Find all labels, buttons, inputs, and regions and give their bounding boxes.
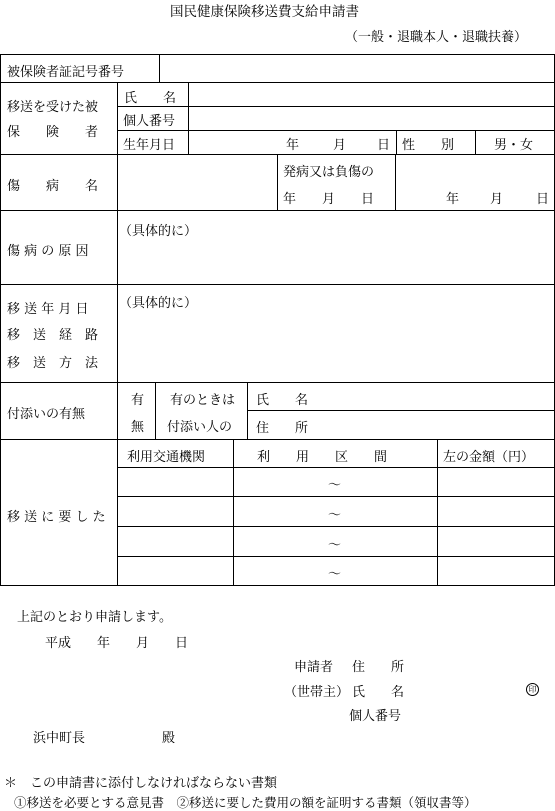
birth-year-label: 年 bbox=[286, 138, 300, 153]
birth-day-label: 日 bbox=[377, 138, 391, 153]
cause-label: 傷 病 の 原 因 bbox=[7, 244, 89, 259]
applicant-personal-number-label: 個人番号 bbox=[349, 709, 402, 724]
attendant-when-label-1: 有のときは bbox=[170, 393, 236, 408]
notes-items: ①移送を必要とする意見書 ②移送に要した費用の額を証明する書類（領収書等） bbox=[14, 795, 477, 810]
applicant-name-label: 氏 名 bbox=[352, 685, 405, 700]
attendant-no-option[interactable]: 無 bbox=[131, 420, 145, 435]
onset-label-2: 年 月 日 bbox=[283, 192, 375, 207]
applicant-address-label: 住 所 bbox=[352, 660, 405, 675]
cause-field[interactable] bbox=[120, 236, 552, 282]
onset-year-label: 年 bbox=[446, 192, 460, 207]
name-field[interactable] bbox=[190, 84, 552, 104]
expense-row-2-section[interactable]: ～ bbox=[328, 508, 342, 523]
attendant-address-field[interactable] bbox=[330, 412, 552, 437]
page-subtitle: （一般・退職本人・退職扶養） bbox=[345, 30, 528, 45]
transport-route-label: 移 送 経 路 bbox=[7, 328, 99, 343]
application-date[interactable]: 平成 年 月 日 bbox=[45, 636, 189, 651]
disease-name-label: 傷 病 名 bbox=[7, 179, 99, 194]
transport-field[interactable] bbox=[120, 310, 552, 380]
birthdate-label: 生年月日 bbox=[123, 138, 176, 153]
transport-specifically-note: （具体的に） bbox=[119, 296, 198, 311]
expense-label: 移 送 に 要 し た bbox=[7, 510, 106, 525]
cause-specifically-note: （具体的に） bbox=[119, 224, 198, 239]
onset-month-label: 月 bbox=[490, 192, 504, 207]
personal-number-field[interactable] bbox=[190, 108, 552, 128]
honorific-label: 殿 bbox=[162, 731, 176, 746]
insurance-number-label: 被保険者証記号番号 bbox=[7, 65, 125, 80]
page-title: 国民健康保険移送費支給申請書 bbox=[170, 4, 359, 20]
insured-person-label-1: 移送を受けた被 bbox=[7, 100, 99, 115]
householder-label: （世帯主） bbox=[284, 685, 350, 700]
expense-row-3-section[interactable]: ～ bbox=[328, 538, 342, 553]
expense-row-4-section[interactable]: ～ bbox=[328, 567, 342, 582]
attendant-address-label: 住 所 bbox=[256, 421, 309, 436]
expense-col-section: 利 用 区 間 bbox=[257, 450, 388, 465]
application-statement: 上記のとおり申請します。 bbox=[17, 610, 172, 625]
sex-value[interactable]: 男・女 bbox=[494, 138, 534, 153]
birth-month-label: 月 bbox=[333, 138, 347, 153]
seal-icon: 印 bbox=[526, 681, 539, 696]
notes-heading: ＊ この申請書に添付しなければならない書類 bbox=[4, 776, 278, 791]
recipient-label: 浜中町長 bbox=[33, 731, 86, 746]
expense-col-amount: 左の金額（円） bbox=[443, 450, 535, 465]
insured-person-label-2: 保 険 者 bbox=[7, 125, 99, 140]
name-label: 氏 名 bbox=[124, 91, 177, 106]
attendant-label: 付添いの有無 bbox=[7, 407, 86, 422]
onset-day-label: 日 bbox=[536, 192, 550, 207]
attendant-name-field[interactable] bbox=[330, 384, 552, 408]
insurance-number-field[interactable] bbox=[162, 56, 552, 80]
expense-row-1-section[interactable]: ～ bbox=[328, 478, 342, 493]
attendant-name-label: 氏 名 bbox=[256, 393, 309, 408]
attendant-yes-option[interactable]: 有 bbox=[131, 393, 145, 408]
personal-number-label: 個人番号 bbox=[123, 114, 176, 129]
applicant-label: 申請者 bbox=[294, 660, 334, 675]
onset-label-1: 発病又は負傷の bbox=[283, 165, 375, 180]
disease-name-field[interactable] bbox=[120, 156, 275, 208]
transport-method-label: 移 送 方 法 bbox=[7, 356, 99, 371]
transport-date-label: 移 送 年 月 日 bbox=[7, 302, 89, 317]
sex-label: 性 別 bbox=[402, 138, 455, 153]
attendant-when-label-2: 付添い人の bbox=[167, 420, 233, 435]
expense-col-transport: 利用交通機関 bbox=[127, 450, 206, 465]
